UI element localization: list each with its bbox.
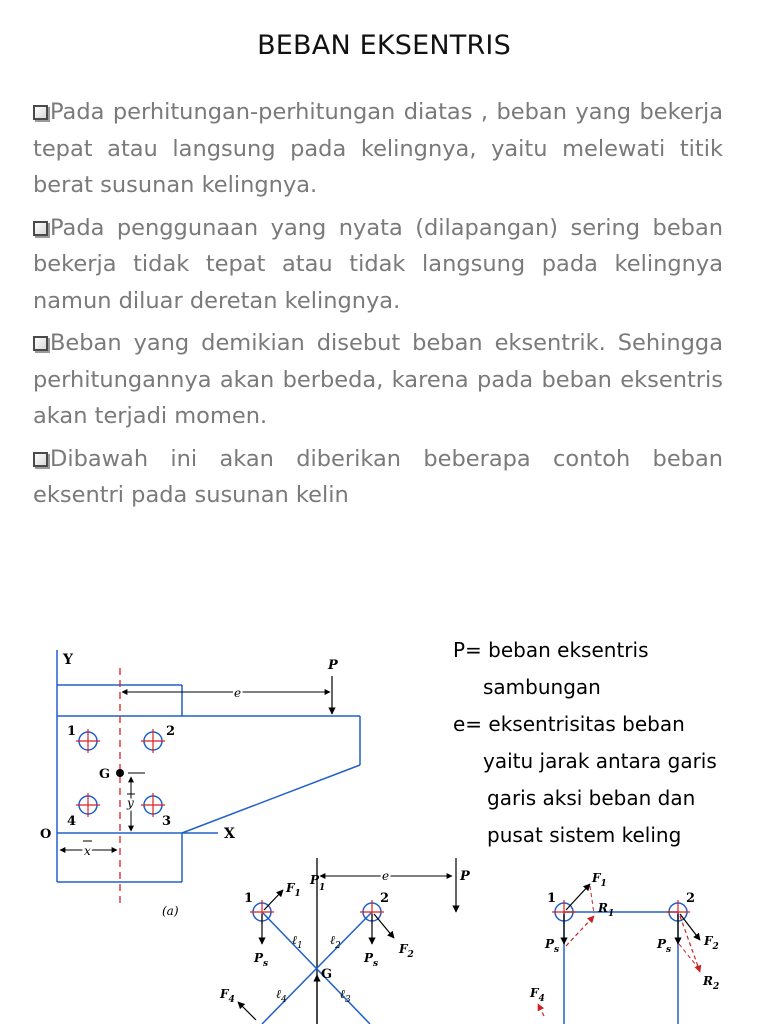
rivet-number: 1 (244, 891, 254, 906)
force-ps-label: $P_s$ (364, 951, 379, 969)
y-axis-label: Y (63, 652, 73, 668)
figure-b-load-label: P (460, 869, 470, 884)
legend-line: pusat sistem keling (487, 823, 682, 847)
legend-line: garis aksi beban dan (487, 786, 696, 810)
distance-l1-label: ℓ$_1$ (292, 933, 303, 951)
force-f4-label: $F_4$ (220, 987, 235, 1005)
force-ps-label: $P_s$ (657, 937, 672, 955)
force-f4-label: $F_4$ (530, 986, 545, 1004)
legend-line: yaitu jarak antara garis (483, 749, 717, 773)
rivet-number: 4 (67, 814, 77, 829)
bullet-text: Pada penggunaan yang nyata (dilapangan) sering beban bekerja tidak tepat atau tidak langsung pada kelingnya namun diluar deretan kelingnya. (33, 214, 723, 314)
origin-label: O (40, 827, 52, 842)
rivet-number: 2 (380, 891, 390, 906)
centroid-dot (116, 769, 124, 777)
eccentricity-label: e (234, 686, 242, 700)
ybar-label: y (127, 796, 134, 810)
figure-b-centroid-label: G (321, 967, 333, 982)
load-label-p: P (328, 658, 338, 673)
force-f2-label: $F_2$ (704, 934, 719, 952)
force-ps-label: $P_s$ (545, 937, 560, 955)
resultant-r2-label: $R_2$ (703, 974, 720, 992)
force-f2-label: $F_2$ (399, 942, 414, 960)
rivet-1 (76, 729, 100, 753)
legend-line: sambungan (483, 675, 601, 699)
bullet-text: Pada perhitungan-perhitungan diatas , beban yang bekerja tepat atau langsung pada kelingnya, yaitu melewati titik berat susunan kelingnya. (33, 99, 723, 198)
legend-line: e= eksentrisitas beban (453, 712, 685, 736)
x-axis-label: X (224, 826, 235, 842)
slide-title: BEBAN EKSENTRIS (257, 30, 511, 61)
bullet-text: Dibawah ini akan diberikan beberapa contoh beban eksentri pada susunan kelin (33, 445, 723, 508)
figure-b-p1-label: $P_1$ (310, 873, 326, 893)
rivet-number: 1 (67, 724, 77, 739)
force-f1-label: $F_1$ (286, 881, 301, 899)
rivet-2 (141, 729, 165, 753)
rivet-4 (76, 793, 100, 817)
distance-l3-label: ℓ$_3$ (340, 987, 351, 1005)
rivet-number: 2 (686, 891, 696, 906)
distance-l2-label: ℓ$_2$ (330, 933, 341, 951)
rivet-number: 1 (547, 891, 557, 906)
figure-b-ecc-label: e (382, 869, 390, 883)
legend-line: P= beban eksentris (453, 638, 649, 662)
figure-a-caption: (a) (162, 904, 179, 918)
centroid-label: G (99, 767, 111, 782)
distance-l4-label: ℓ$_4$ (276, 987, 287, 1005)
rivet-number: 2 (166, 724, 176, 739)
bullet-text: Beban yang demikian disebut beban eksentrik. Sehingga perhitungannya akan berbeda, karena pada beban eksentris akan terjadi momen. (33, 330, 723, 429)
rivet-number: 3 (162, 814, 172, 829)
resultant-r1-label: $R_1$ (598, 901, 615, 919)
xbar-label: x (84, 844, 91, 858)
force-f1-label: $F_1$ (592, 871, 607, 889)
force-ps-label: $P_s$ (254, 951, 269, 969)
